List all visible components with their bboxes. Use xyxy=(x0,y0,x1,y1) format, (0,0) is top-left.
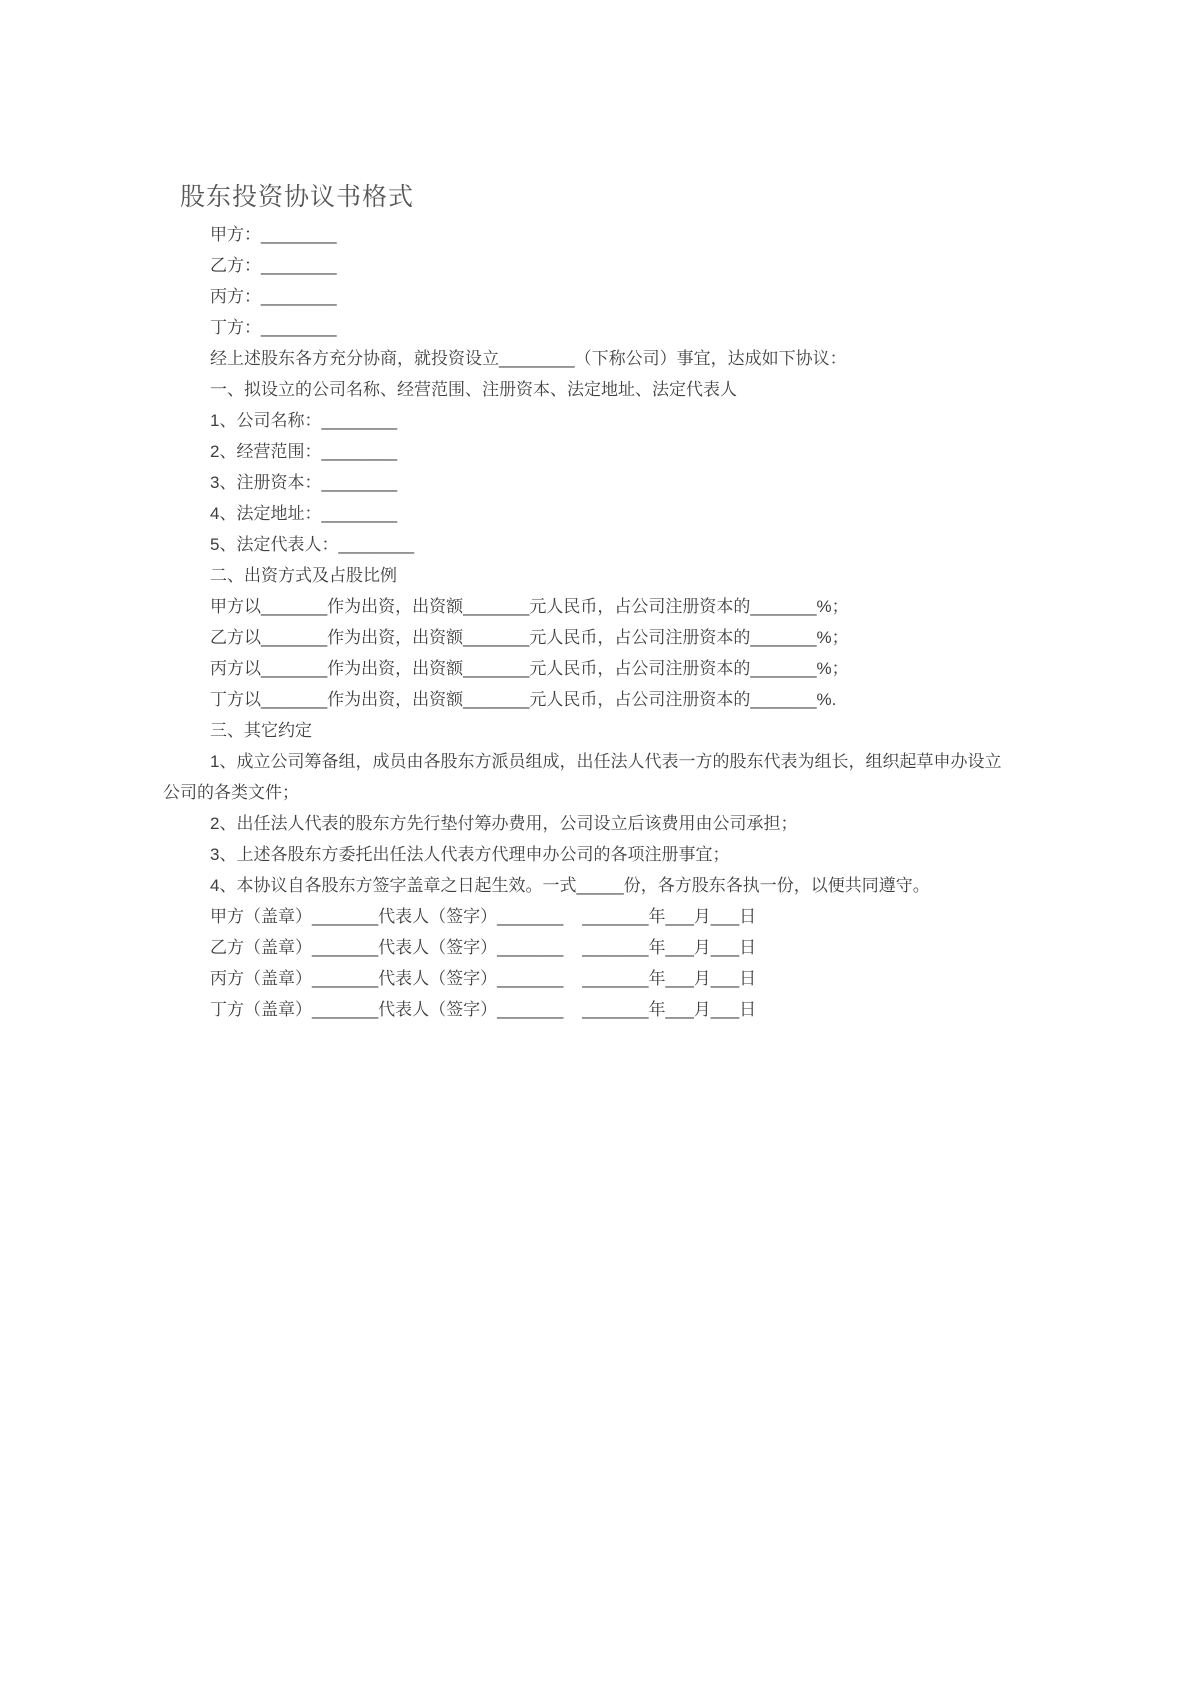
paragraph: 三、其它约定 xyxy=(210,721,312,740)
paragraph: 二、出资方式及占股比例 xyxy=(210,566,397,585)
paragraph: 丁方（盖章）_______代表人（签字）_______ _______年___月___日 xyxy=(210,1000,757,1019)
document-paragraphs xyxy=(163,219,1015,1025)
paragraph: 5、法定代表人：________ xyxy=(210,535,415,554)
paragraph: 2、经营范围：________ xyxy=(210,442,398,461)
paragraph: 经上述股东各方充分协商，就投资设立________（下称公司）事宜，达成如下协议： xyxy=(210,349,847,368)
paragraph: 丁方以_______作为出资，出资额_______元人民币，占公司注册资本的_______%. xyxy=(210,690,837,709)
document-content xyxy=(163,0,1015,1025)
paragraph: 丙方（盖章）_______代表人（签字）_______ _______年___月___日 xyxy=(210,969,757,988)
paragraph: 3、注册资本：________ xyxy=(210,473,398,492)
paragraph: 乙方：________ xyxy=(210,256,337,275)
paragraph: 丙方以_______作为出资，出资额_______元人民币，占公司注册资本的_______%； xyxy=(210,659,849,678)
paragraph: 甲方（盖章）_______代表人（签字）_______ _______年___月___日 xyxy=(210,907,757,926)
paragraph: 甲方以_______作为出资，出资额_______元人民币，占公司注册资本的_______%； xyxy=(210,597,849,616)
document-title: 股东投资协议书格式 xyxy=(180,184,415,211)
paragraph: 1、公司名称：________ xyxy=(210,411,398,430)
paragraph: 2、出任法人代表的股东方先行垫付筹办费用，公司设立后该费用由公司承担； xyxy=(210,814,798,833)
paragraph: 3、上述各股东方委托出任法人代表方代理申办公司的各项注册事宜； xyxy=(210,845,730,864)
paragraph: 乙方以_______作为出资，出资额_______元人民币，占公司注册资本的_______%； xyxy=(210,628,849,647)
paragraph: 1、成立公司筹备组，成员由各股东方派员组成，出任法人代表一方的股东代表为组长，组织起草申办设立公司的各类文件； xyxy=(163,752,1002,802)
paragraph: 丙方：________ xyxy=(210,287,337,306)
paragraph: 甲方：________ xyxy=(210,225,337,244)
paragraph: 4、本协议自各股东方签字盖章之日起生效。一式_____份，各方股东各执一份，以便共同遵守。 xyxy=(210,876,930,895)
paragraph: 乙方（盖章）_______代表人（签字）_______ _______年___月___日 xyxy=(210,938,757,957)
paragraph: 4、法定地址：________ xyxy=(210,504,398,523)
paragraph: 丁方：________ xyxy=(210,318,337,337)
paragraph: 一、拟设立的公司名称、经营范围、注册资本、法定地址、法定代表人 xyxy=(210,380,737,399)
